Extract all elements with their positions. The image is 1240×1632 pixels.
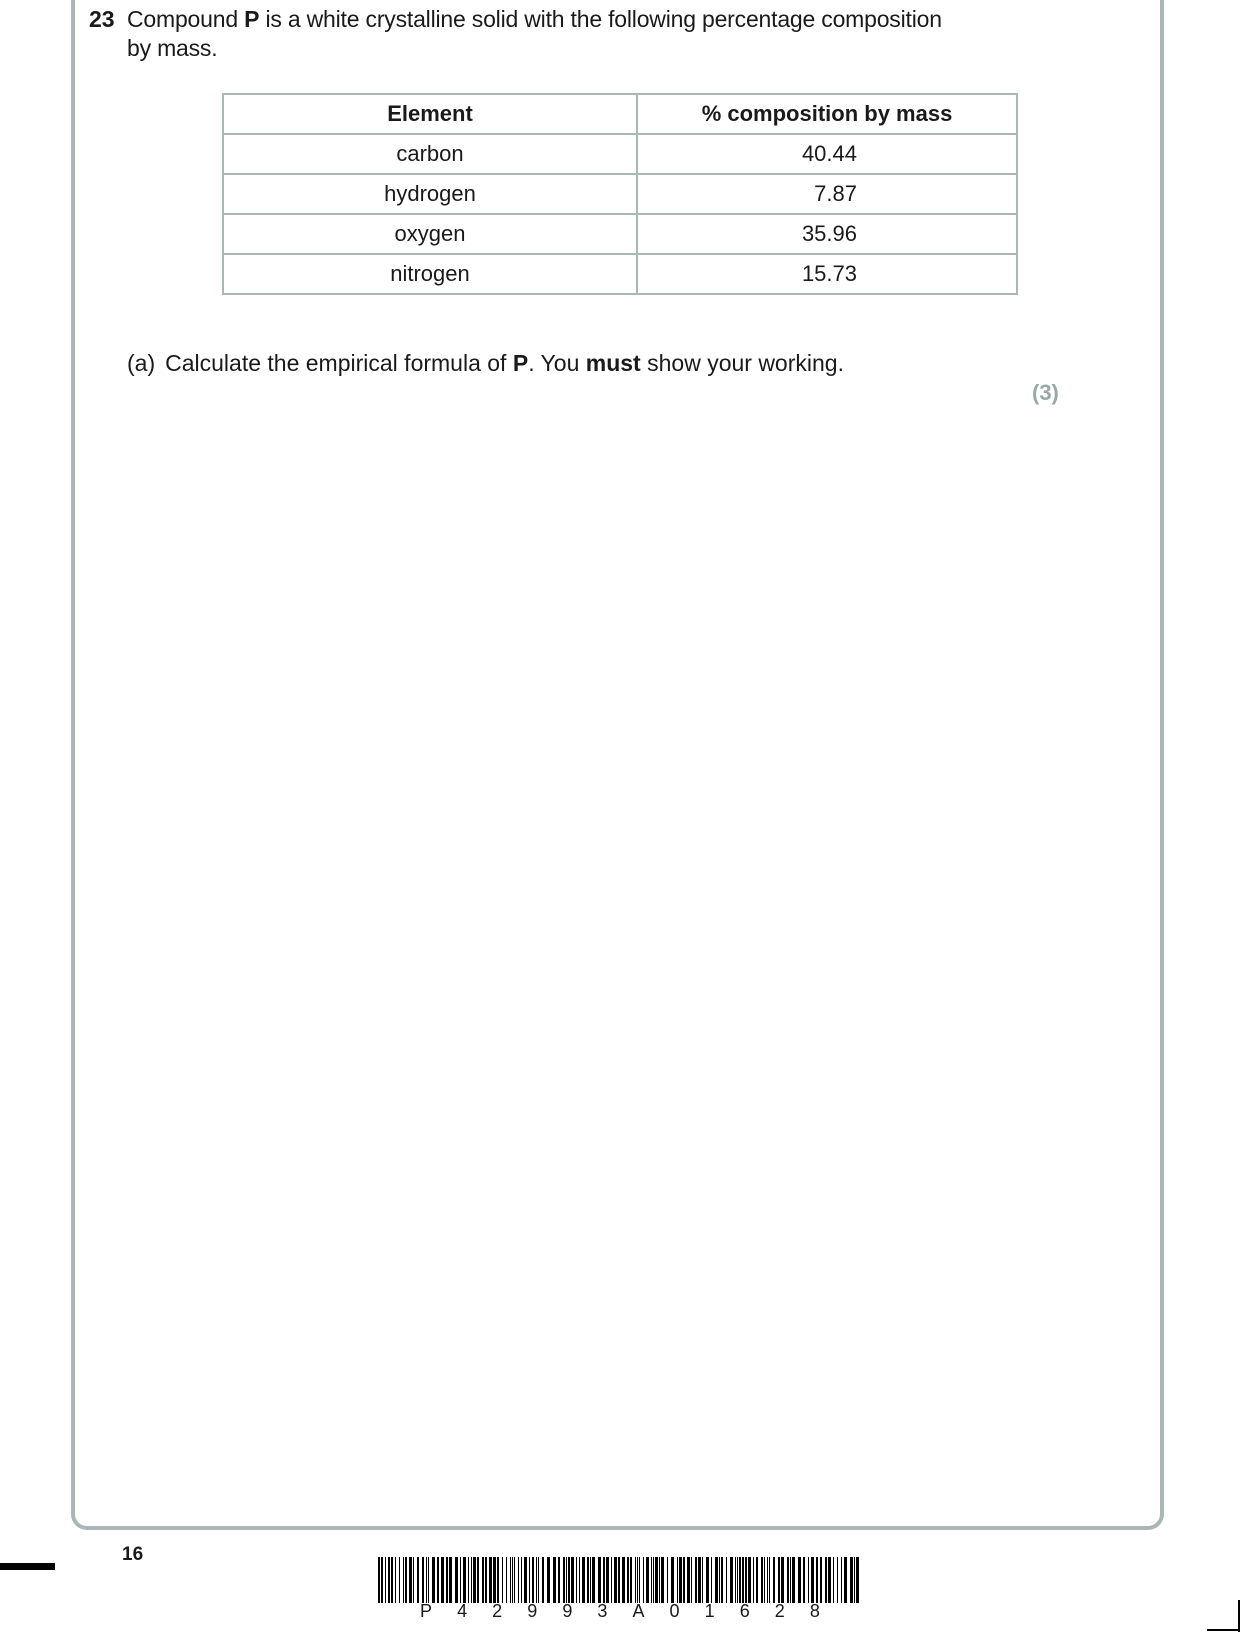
barcode-char: 1 <box>704 1601 715 1621</box>
barcode-bar <box>730 1557 733 1603</box>
barcode-bar <box>756 1557 758 1603</box>
barcode-bar <box>637 1557 638 1603</box>
element-cell: oxygen <box>223 214 637 254</box>
barcode-bar <box>566 1557 567 1603</box>
barcode-bar <box>639 1557 640 1603</box>
barcode-bar <box>706 1557 709 1603</box>
barcode-bar <box>524 1557 527 1603</box>
barcode-bar <box>568 1557 570 1603</box>
barcode-bar <box>828 1557 831 1603</box>
barcode-bar <box>659 1557 660 1603</box>
question-stem-line2: by mass. <box>127 35 218 61</box>
barcode-bar <box>679 1557 682 1603</box>
barcode-bar <box>742 1557 744 1603</box>
barcode-bar <box>395 1557 396 1603</box>
element-cell: hydrogen <box>223 174 637 214</box>
barcode-bar <box>792 1557 795 1603</box>
barcode-bar <box>399 1557 400 1603</box>
question-stem-line1: Compound P is a white crystalline solid with the following percentage composition <box>127 6 942 32</box>
table-row <box>223 254 1017 294</box>
barcode-bar <box>378 1557 380 1603</box>
barcode-bar <box>603 1557 605 1603</box>
barcode-bar <box>510 1557 511 1603</box>
marks-indicator: (3) <box>1032 380 1059 405</box>
barcode-bar <box>497 1557 499 1603</box>
barcode-bar <box>651 1557 652 1603</box>
barcode-bar <box>473 1557 476 1603</box>
table-row <box>223 134 1017 174</box>
barcode-bar <box>482 1557 484 1603</box>
percent-cell: 35.96 <box>637 214 1017 254</box>
barcode-bar <box>606 1557 609 1603</box>
barcode-bar <box>635 1557 636 1603</box>
barcode-bar <box>437 1557 439 1603</box>
barcode-bar <box>598 1557 601 1603</box>
barcode-bar <box>726 1557 727 1603</box>
barcode-bar <box>463 1557 466 1603</box>
barcode-bar <box>856 1557 859 1603</box>
header-percent: % composition by mass <box>637 94 1017 134</box>
barcode-bar <box>748 1557 751 1603</box>
barcode-bar <box>441 1557 444 1603</box>
barcode-bar <box>460 1557 461 1603</box>
barcode-bar <box>646 1557 649 1603</box>
part-a-label: (a) <box>127 350 156 376</box>
barcode-bar <box>381 1557 383 1603</box>
must-emphasis: must <box>585 350 641 376</box>
crop-mark <box>1207 1629 1240 1631</box>
barcode-bar <box>816 1557 818 1603</box>
barcode-bar <box>737 1557 738 1603</box>
percent-cell: 15.73 <box>637 254 1017 294</box>
barcode-bar <box>803 1557 806 1603</box>
margin-marker <box>0 1563 55 1570</box>
barcode-bar <box>719 1557 720 1603</box>
barcode-bar <box>761 1557 763 1603</box>
barcode-bar <box>698 1557 701 1603</box>
barcode-bar <box>850 1557 853 1603</box>
barcode-bar <box>571 1557 574 1603</box>
barcode-char: 9 <box>527 1601 538 1621</box>
barcode-bar <box>671 1557 674 1603</box>
barcode-char: 0 <box>669 1601 680 1621</box>
barcode-bar <box>514 1557 515 1603</box>
barcode-bar <box>409 1557 412 1603</box>
barcode-bar <box>477 1557 479 1603</box>
barcode-bar <box>661 1557 664 1603</box>
barcode-bar <box>471 1557 472 1603</box>
barcode-bar <box>667 1557 668 1603</box>
barcode-bar <box>576 1557 577 1603</box>
barcode-bar <box>820 1557 822 1603</box>
barcode-bar <box>825 1557 827 1603</box>
barcode-bar <box>691 1557 692 1603</box>
table-header-row <box>223 94 1017 134</box>
barcode-bar <box>653 1557 654 1603</box>
barcode-bar <box>553 1557 556 1603</box>
barcode <box>378 1557 862 1603</box>
barcode-bar <box>413 1557 414 1603</box>
barcode-bar <box>695 1557 697 1603</box>
element-cell: carbon <box>223 134 637 174</box>
barcode-bar <box>426 1557 427 1603</box>
percent-cell: 7.87 <box>637 174 1017 214</box>
barcode-text <box>420 1601 820 1621</box>
barcode-bar <box>563 1557 565 1603</box>
barcode-bar <box>811 1557 814 1603</box>
answer-space[interactable] <box>90 420 1140 1500</box>
barcode-bar <box>745 1557 747 1603</box>
barcode-bar <box>655 1557 658 1603</box>
page-number: 16 <box>122 1544 144 1565</box>
barcode-bar <box>502 1557 503 1603</box>
barcode-bar <box>844 1557 847 1603</box>
barcode-bar <box>455 1557 458 1603</box>
compound-label: P <box>244 6 260 32</box>
barcode-char: 8 <box>809 1601 820 1621</box>
barcode-bar <box>767 1557 768 1603</box>
barcode-bar <box>769 1557 770 1603</box>
barcode-bar <box>433 1557 435 1603</box>
barcode-bar <box>781 1557 784 1603</box>
barcode-bar <box>529 1557 531 1603</box>
barcode-bar <box>385 1557 386 1603</box>
barcode-bar <box>735 1557 736 1603</box>
barcode-bar <box>417 1557 419 1603</box>
barcode-bar <box>643 1557 644 1603</box>
barcode-bar <box>538 1557 539 1603</box>
barcode-bar <box>702 1557 703 1603</box>
barcode-bar <box>587 1557 589 1603</box>
barcode-bar <box>506 1557 507 1603</box>
table-row <box>223 214 1017 254</box>
barcode-bar <box>449 1557 452 1603</box>
barcode-bar <box>721 1557 723 1603</box>
barcode-bar <box>715 1557 718 1603</box>
barcode-bar <box>790 1557 791 1603</box>
barcode-bar <box>611 1557 612 1603</box>
barcode-bar <box>711 1557 713 1603</box>
barcode-bar <box>854 1557 855 1603</box>
barcode-bar <box>677 1557 678 1603</box>
barcode-bar <box>446 1557 448 1603</box>
table-row <box>223 174 1017 214</box>
barcode-bar <box>521 1557 522 1603</box>
barcode-bar <box>405 1557 407 1603</box>
barcode-bar <box>841 1557 842 1603</box>
barcode-char: 2 <box>774 1601 785 1621</box>
barcode-bar <box>837 1557 838 1603</box>
barcode-bar <box>403 1557 404 1603</box>
barcode-bar <box>787 1557 789 1603</box>
element-cell: nitrogen <box>223 254 637 294</box>
barcode-char: 3 <box>597 1601 608 1621</box>
barcode-char: P <box>420 1601 433 1621</box>
barcode-bar <box>630 1557 632 1603</box>
barcode-bar <box>687 1557 690 1603</box>
barcode-char: 2 <box>492 1601 503 1621</box>
barcode-bar <box>808 1557 809 1603</box>
barcode-bar <box>536 1557 537 1603</box>
barcode-bar <box>798 1557 801 1603</box>
barcode-bar <box>582 1557 585 1603</box>
barcode-bar <box>778 1557 780 1603</box>
barcode-bar <box>388 1557 390 1603</box>
barcode-char: 4 <box>457 1601 468 1621</box>
barcode-bar <box>532 1557 534 1603</box>
barcode-bar <box>512 1557 513 1603</box>
composition-table <box>222 93 1018 295</box>
header-element: Element <box>223 94 637 134</box>
barcode-bar <box>622 1557 625 1603</box>
barcode-bar <box>618 1557 621 1603</box>
barcode-bar <box>753 1557 754 1603</box>
barcode-bar <box>614 1557 617 1603</box>
barcode-bar <box>485 1557 487 1603</box>
barcode-bar <box>493 1557 496 1603</box>
barcode-bar <box>579 1557 580 1603</box>
barcode-bar <box>683 1557 685 1603</box>
barcode-bar <box>468 1557 469 1603</box>
barcode-char: 6 <box>739 1601 750 1621</box>
barcode-char: 9 <box>562 1601 573 1621</box>
barcode-char: A <box>632 1601 645 1621</box>
barcode-bar <box>432 1557 433 1603</box>
question-number: 23 <box>89 6 115 32</box>
barcode-bar <box>558 1557 560 1603</box>
barcode-bar <box>764 1557 765 1603</box>
percent-cell: 40.44 <box>637 134 1017 174</box>
barcode-bar <box>547 1557 550 1603</box>
barcode-bar <box>518 1557 519 1603</box>
barcode-bar <box>627 1557 629 1603</box>
barcode-bar <box>428 1557 429 1603</box>
barcode-bar <box>590 1557 591 1603</box>
barcode-bar <box>391 1557 393 1603</box>
part-a-prompt: (a) Calculate the empirical formula of P. You must show your working. <box>127 350 844 376</box>
barcode-bar <box>739 1557 741 1603</box>
barcode-bar <box>773 1557 775 1603</box>
barcode-bar <box>592 1557 595 1603</box>
barcode-bar <box>833 1557 834 1603</box>
barcode-bar <box>489 1557 492 1603</box>
barcode-bar <box>422 1557 424 1603</box>
barcode-bar <box>542 1557 544 1603</box>
